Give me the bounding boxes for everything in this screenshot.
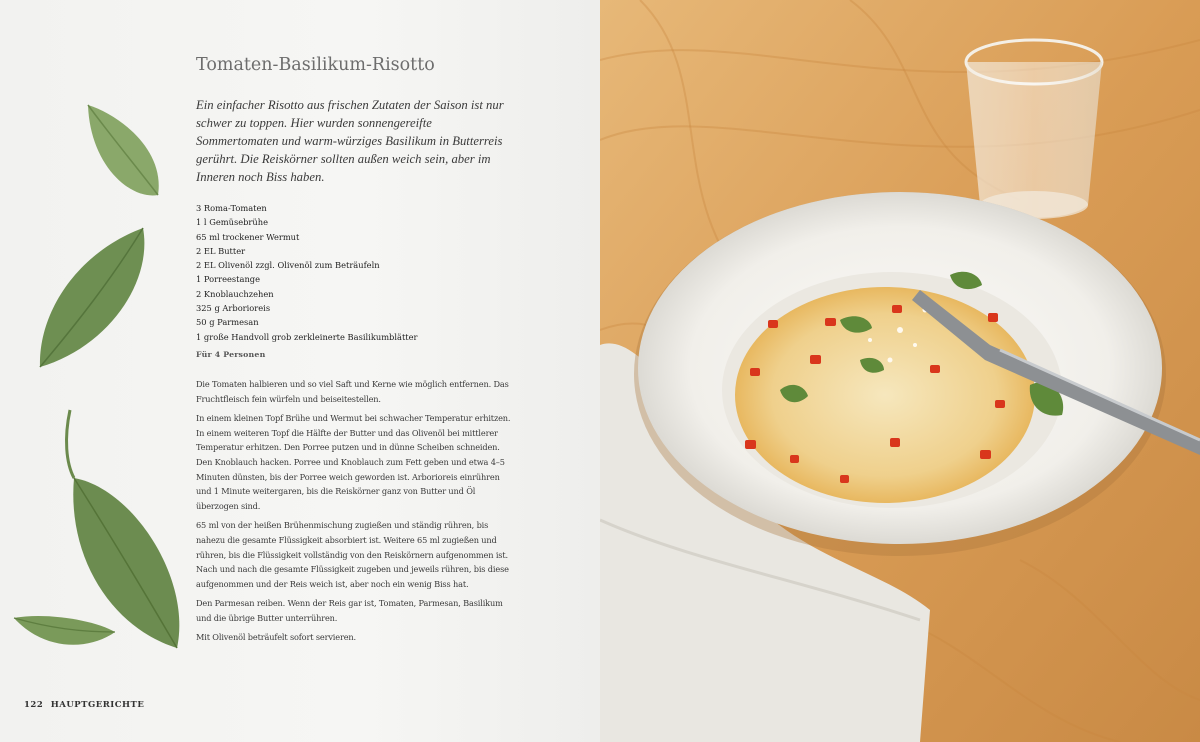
recipe-title: Tomaten-Basilikum-Risotto <box>196 55 435 75</box>
ingredient-item: 2 EL Olivenöl zzgl. Olivenöl zum Beträufeln <box>196 260 380 271</box>
method-step: 65 ml von der heißen Brühenmischung zugießen und ständig rühren, bis nahezu die gesamte Flüssigkeit absorbiert ist. Weitere 65 ml zugießen und rühren, bis die Flüssigkeit vollständig von den Reiskörnern aufgenommen ist. Nach und nach die gesamte Flüssigkeit zugeben und jeweils rühren, bis diese aufgenommen und der Reis weich ist, aber noch ein wenig Biss hat. <box>196 520 509 589</box>
ingredient-list <box>196 201 516 344</box>
method-step: Die Tomaten halbieren und so viel Saft und Kerne wie möglich entfernen. Das Fruchtfleisch fein würfeln und beiseitestellen. <box>196 378 509 404</box>
ingredient-item: 2 EL Butter <box>196 245 246 256</box>
page-folio <box>24 700 144 710</box>
risotto-plate-photo <box>600 0 1200 742</box>
basil-leaf-bottom <box>10 610 120 655</box>
risotto-plate <box>634 192 1166 556</box>
method-step: Den Parmesan reiben. Wenn der Reis gar ist, Tomaten, Parmesan, Basilikum und die übrige Butter unterrühren. <box>196 598 503 623</box>
section-name: HAUPTGERICHTE <box>50 700 145 710</box>
page-number: 122 <box>24 700 44 710</box>
ingredient-item: 1 l Gemüsebrühe <box>196 217 268 228</box>
ingredient-item: 1 Porreestange <box>196 274 261 285</box>
water-glass <box>966 40 1102 219</box>
method-step: In einem kleinen Topf Brühe und Wermut bei schwacher Temperatur erhitzen. In einem weiteren Topf die Hälfte der Butter und das Olivenöl bei mittlerer Temperatur erhitzen. Den Porree putzen und in dünne Scheiben schneiden. Den Knoblauch hacken. Porree und Knoblauch zum Fett geben und etwa 4–5 Minuten dünsten, bis der Porree weich geworden ist. Arborioreis einrühren und 1 Minute weitergaren, bis die Reiskörner ganz von Butter und Öl überzogen sind. <box>196 413 511 511</box>
servings-note: Für 4 Personen <box>196 349 266 359</box>
ingredient-item: 325 g Arborioreis <box>196 303 271 314</box>
ingredient-item: 65 ml trockener Wermut <box>196 231 300 242</box>
recipe-intro: Ein einfacher Risotto aus frischen Zutaten der Saison ist nur schwer zu toppen. Hier wurden sonnengereifte Sommertomaten und warm-würziges Basilikum in Butterreis gerührt. Die Reiskörner sollten außen weich sein, aber im Inneren noch Biss haben. <box>196 98 504 184</box>
basil-leaf-top <box>70 95 180 210</box>
ingredient-item: 50 g Parmesan <box>196 317 259 328</box>
ingredient-item: 3 Roma-Tomaten <box>196 203 267 213</box>
ingredient-item: 1 große Handvoll grob zerkleinerte Basilikumblätter <box>196 331 418 342</box>
method-step: Mit Olivenöl beträufelt sofort servieren. <box>196 632 357 643</box>
ingredient-item: 2 Knoblauchzehen <box>196 288 274 299</box>
basil-leaf-middle <box>28 222 153 377</box>
recipe-text-column <box>196 55 516 650</box>
